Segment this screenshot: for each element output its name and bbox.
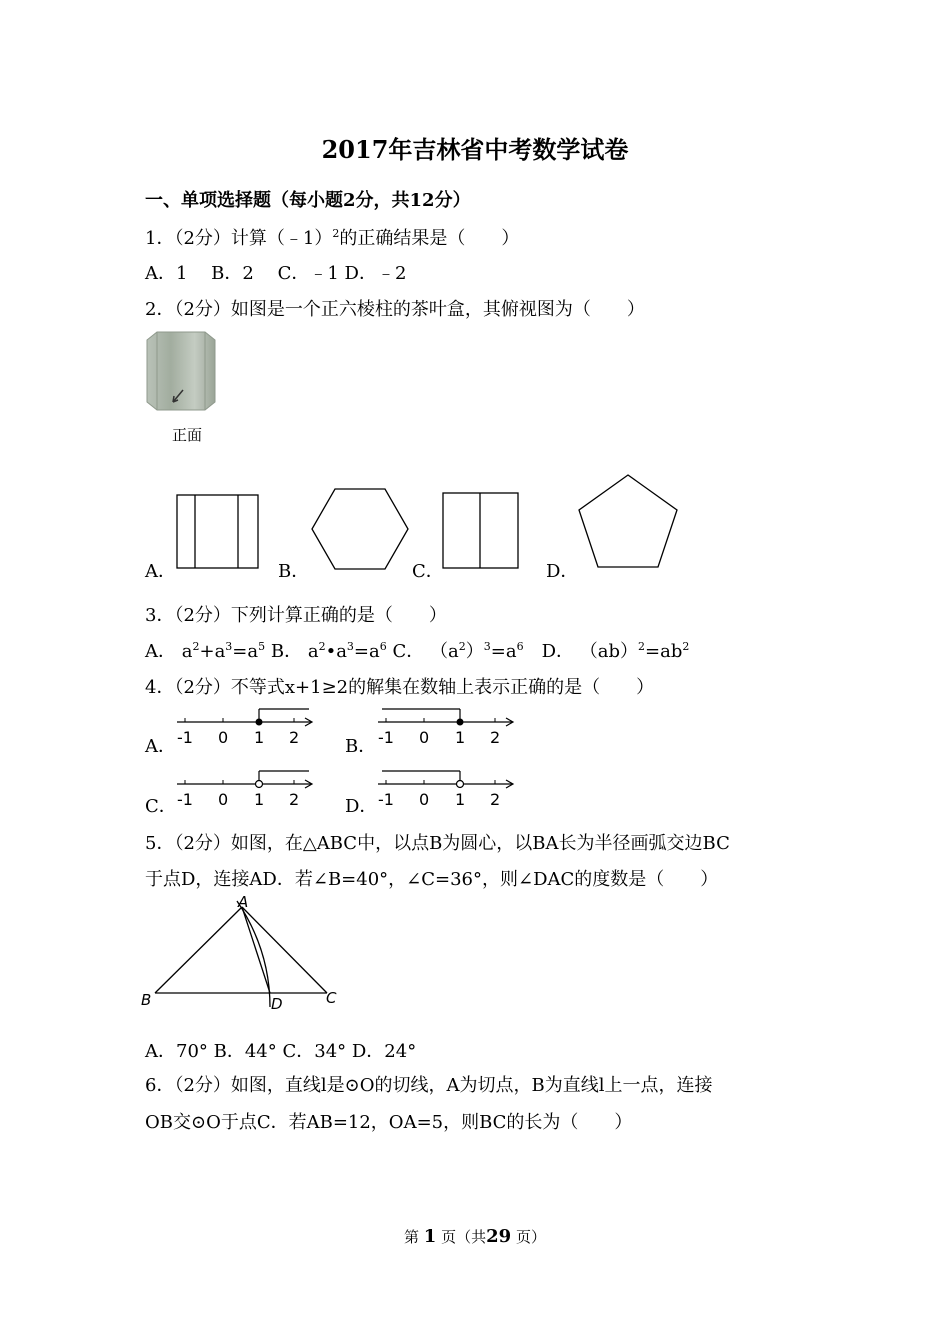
tick-label: 1 <box>254 728 265 747</box>
label-a: A <box>238 893 249 911</box>
q4-option-b-number-line <box>376 706 521 752</box>
tick-label: 1 <box>254 790 265 809</box>
label-d: D <box>271 995 283 1013</box>
q2-option-a-figure <box>176 494 260 570</box>
tick-label: 1 <box>455 790 466 809</box>
q4-option-a-number-line <box>175 706 320 752</box>
tick-label: -1 <box>378 790 394 809</box>
question-6-line-1: 6．（2分）如图，直线l是⊙O的切线，A为切点，B为直线l上一点，连接 <box>145 1075 713 1096</box>
tick-label: -1 <box>177 790 193 809</box>
tick-label: -1 <box>177 728 193 747</box>
q2-option-d-label: D． <box>546 561 579 582</box>
tick-label: 0 <box>419 728 430 747</box>
q4-option-d-label: D． <box>345 796 378 817</box>
q2-option-b-hexagon <box>310 488 410 570</box>
tick-label: -1 <box>378 728 394 747</box>
q4-option-c-label: C． <box>145 796 177 817</box>
front-label: 正面 <box>172 426 203 444</box>
question-5-options: A．70° B．44° C．34° D．24° <box>145 1041 417 1062</box>
q4-option-c-number-line <box>175 768 320 814</box>
question-1-options: A．1 B．2 C．﹣1 D．﹣2 <box>145 263 407 284</box>
question-3-options: A． $a^2+a^3=a^5$ B． $a^2•a^3=a^6$ C． $(a^2)^3=a^6$ D． $(ab)^2=ab^2$ <box>145 640 690 662</box>
question-4-stem: 4．（2分）不等式x+1≥2的解集在数轴上表示正确的是（ ） <box>145 677 655 698</box>
page-title: 2017年吉林省中考数学试卷 <box>321 135 629 164</box>
tick-label: 0 <box>218 728 229 747</box>
tick-label: 0 <box>218 790 229 809</box>
section-heading: 一、单项选择题（每小题2分，共12分） <box>145 190 471 211</box>
q2-option-c-figure <box>442 492 520 570</box>
question-2-stem: 2．（2分）如图是一个正六棱柱的茶叶盒，其俯视图为（ ） <box>145 299 645 320</box>
q4-option-d-number-line <box>376 768 521 814</box>
q2-option-b-label: B． <box>278 561 310 582</box>
q2-option-d-pentagon <box>576 474 680 570</box>
q2-option-c-label: C． <box>412 561 444 582</box>
label-b: B <box>141 991 152 1009</box>
tick-label: 0 <box>419 790 430 809</box>
tick-label: 2 <box>289 790 300 809</box>
page-footer: 第 1 页（共29 页） <box>404 1226 546 1247</box>
question-3-stem: 3．（2分）下列计算正确的是（ ） <box>145 605 447 626</box>
q2-option-a-label: A． <box>145 561 176 582</box>
question-5-line-1: 5．（2分）如图，在△ABC中，以点B为圆心，以BA长为半径画弧交边BC <box>145 833 730 854</box>
tick-label: 2 <box>490 728 501 747</box>
tick-label: 2 <box>490 790 501 809</box>
question-6-line-2: OB交⊙O于点C．若AB=12，OA=5，则BC的长为（ ） <box>145 1112 633 1133</box>
tick-label: 1 <box>455 728 466 747</box>
tick-label: 2 <box>289 728 300 747</box>
label-c: C <box>326 989 337 1007</box>
question-5-line-2: 于点D，连接AD．若∠B=40°，∠C=36°，则∠DAC的度数是（ ） <box>145 869 719 890</box>
q4-option-b-label: B． <box>345 736 377 757</box>
question-1-stem: 1．（2分）计算（﹣1）$^2$的正确结果是（ ） <box>145 227 520 249</box>
q4-option-a-label: A． <box>145 736 176 757</box>
triangle-abc-figure <box>140 895 350 1015</box>
